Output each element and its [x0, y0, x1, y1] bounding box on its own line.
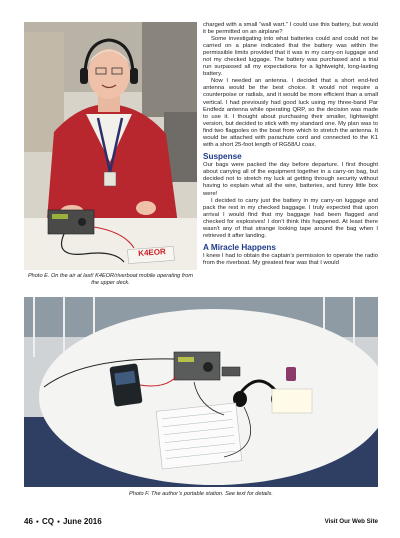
footer-left [24, 517, 102, 528]
callsign-sign-text: K4EOR [137, 247, 167, 258]
page-number: 46 [24, 517, 33, 526]
article-paragraph: charged with a small “wall wart.” I could use this battery, but would it be permitted on an airplane? [203, 22, 378, 36]
section-heading-suspense: Suspense [203, 151, 242, 161]
photo-e-image [24, 22, 197, 270]
photo-f-image [24, 297, 378, 487]
article-paragraph: I knew I had to obtain the captain’s permission to operate the radio from the riverboat. My greatest fear was that I would [203, 253, 378, 267]
article-paragraph: Our bags were packed the day before departure. I first thought about carrying all of the equipment together in a carry-on bag, but decided not to stretch my luck at getting through security without having to explain what all the wire, batteries, and funny little box were! [203, 162, 378, 197]
photo-e [24, 22, 197, 270]
section-heading-miracle: A Miracle Happens [203, 242, 276, 252]
article-column [203, 22, 378, 294]
article-paragraph: I decided to carry just the battery in my carry-on luggage and pack the rest in my checked baggage. I truly expected that upon arrival I would find that my baggage had been flagged and checked for explosives! I don’t think this happened. At least there wasn’t any of that strange looking tape around the bag when I retrieved it after landing. [203, 197, 378, 239]
issue-date: June 2016 [62, 517, 102, 526]
article-paragraph: Now I needed an antenna. I decided that a short end-fed antenna would be the best choice. It would not require a counterpoise or radials, and it would be more efficient than a small vertical. I had previously had good luck using my three-band Par Endfedz antenna while operating QRP, so the decision was made to use it. I thought about purchasing their smaller, lightweight version, but decided to stick with my standard one. My plan was to find two flagpoles on the boat from which to stretch the antenna. It would be attached with parachute cord and connected to the K1 with a short 25-foot length of RG58/U coax. [203, 78, 378, 148]
separator-dot-icon: ● [35, 519, 39, 526]
website-link[interactable]: Visit Our Web Site [324, 518, 378, 525]
article-paragraph: Some investigating into what batteries could and could not be carried on a plane indicated that the battery was within the permissible limits provided that it was in my carry-on luggage and not my checked luggage. The battery was purchased and a trial run surpassed all my expectations for a lightweight, long-lasting battery. [203, 36, 378, 78]
photo-f-caption: Photo F. The author’s portable station. See text for details. [129, 491, 273, 497]
page-footer [24, 517, 378, 527]
separator-dot-icon: ● [56, 519, 60, 526]
photo-e-caption: Photo E. On the air at last! K4EOR/riverboat mobile operating from the upper deck. [27, 273, 194, 286]
magazine-name: CQ [41, 517, 54, 526]
photo-f [24, 297, 378, 487]
